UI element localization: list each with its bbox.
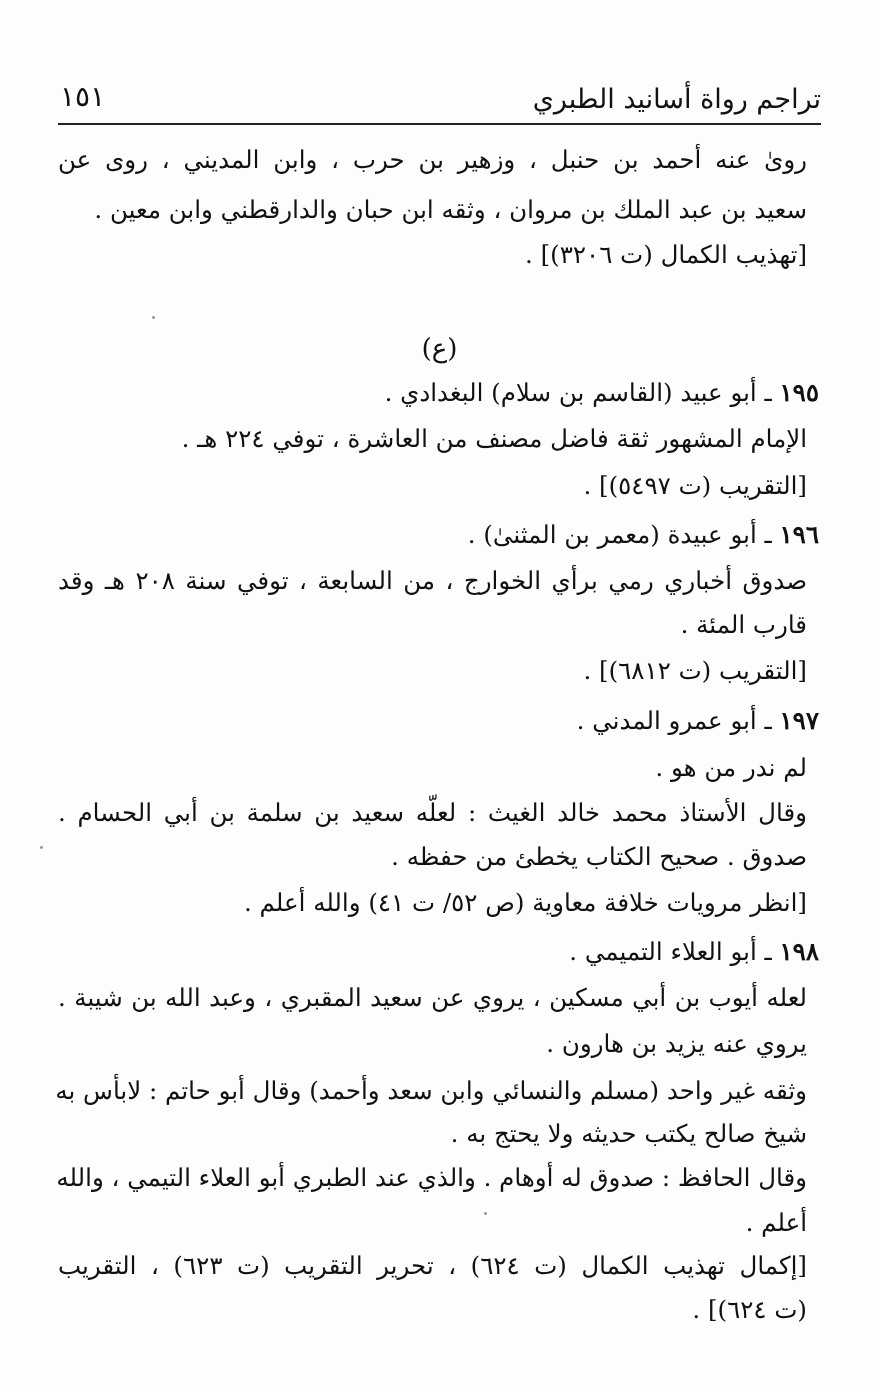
text-line: يروي عنه يزيد بن هارون .	[546, 1029, 807, 1058]
text-line: قارب المئة .	[680, 610, 807, 639]
entry-number: ١٩٧	[779, 706, 819, 735]
scan-speck	[40, 846, 43, 849]
entry-number: ١٩٦	[779, 520, 819, 549]
entry-heading-197	[577, 704, 819, 738]
text-line: [إكمال تهذيب الكمال (ت ٦٢٤) ، تحرير التقريب (ت ٦٢٣) ، التقريب	[58, 1251, 807, 1280]
entry-name: ـ أبو العلاء التميمي .	[569, 937, 772, 966]
text-line: رویٰ عنه أحمد بن حنبل ، وزهير بن حرب ، وابن المديني ، روى عن	[58, 145, 807, 174]
entry-number: ١٩٥	[779, 378, 819, 407]
entry-name: ـ أبو عبيد (القاسم بن سلام) البغدادي .	[384, 378, 772, 407]
entry-name: ـ أبو عبيدة (معمر بن المثنىٰ) .	[467, 520, 772, 549]
text-line: شيخ صالح يكتب حديثه ولا يحتج به .	[450, 1119, 807, 1148]
text-line: صدوق أخباري رمي برأي الخوارج ، من السابعة ، توفي سنة ٢٠٨ هـ وقد	[58, 566, 807, 595]
text-line: لعله أيوب بن أبي مسكين ، يروي عن سعيد المقبري ، وعبد الله بن شيبة .	[58, 983, 807, 1012]
header-rule	[58, 123, 821, 125]
page-number: ١٥١	[60, 80, 106, 113]
text-line: وثقه غير واحد (مسلم والنسائي وابن سعد وأحمد) وقال أبو حاتم : لابأس به	[55, 1076, 807, 1105]
text-line: أعلم .	[745, 1208, 807, 1237]
text-line: [التقريب (ت ٦٨١٢)] .	[583, 656, 807, 685]
entry-heading-196	[468, 518, 819, 552]
text-line: سعيد بن عبد الملك بن مروان ، وثقه ابن حبان والدارقطني وابن معين .	[94, 195, 807, 224]
scan-speck	[484, 1212, 487, 1215]
scan-speck	[152, 316, 155, 319]
entry-name: ـ أبو عمرو المدني .	[576, 706, 772, 735]
text-line: وقال الأستاذ محمد خالد الغيث : لعلّه سعيد بن سلمة بن أبي الحسام .	[58, 798, 807, 827]
text-line: لم ندر من هو .	[655, 753, 807, 782]
text-line: [تهذيب الكمال (ت ٣٢٠٦)] .	[525, 240, 807, 269]
section-letter: (ع)	[421, 334, 458, 364]
text-line: صدوق . صحيح الكتاب يخطئ من حفظه .	[391, 842, 807, 871]
text-line: [انظر مرويات خلافة معاوية (ص ٥٢/ ت ٤١) والله أعلم .	[243, 888, 807, 917]
running-header	[58, 74, 821, 124]
text-line: وقال الحافظ : صدوق له أوهام . والذي عند الطبري أبو العلاء التيمي ، والله	[56, 1163, 807, 1192]
entry-heading-198	[569, 935, 819, 969]
running-header-title: تراجم رواة أسانيد الطبري	[532, 84, 821, 115]
text-line: الإمام المشهور ثقة فاضل مصنف من العاشرة ، توفي ٢٢٤ هـ .	[181, 424, 807, 453]
text-line: (ت ٦٢٤)] .	[692, 1295, 807, 1324]
text-line: [التقريب (ت ٥٤٩٧)] .	[583, 471, 807, 500]
entry-heading-195	[385, 376, 819, 410]
entry-number: ١٩٨	[779, 937, 819, 966]
